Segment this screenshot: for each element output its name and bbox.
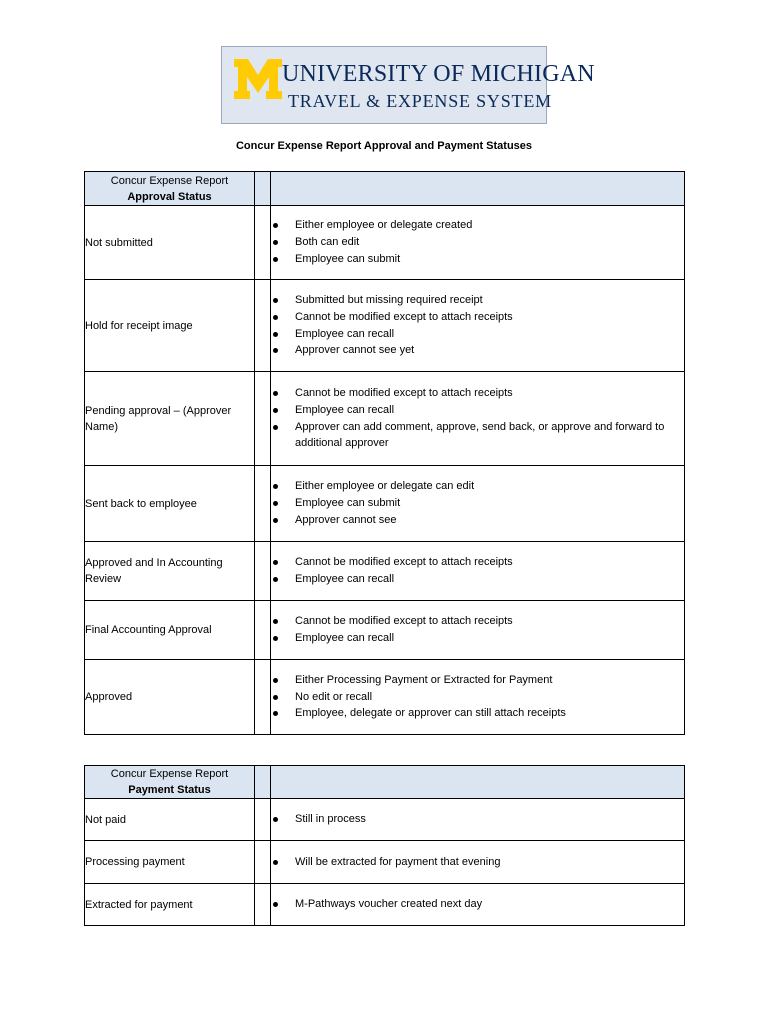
status-details [271, 542, 685, 601]
spacer-cell [255, 280, 271, 372]
list-item: Employee can recall [271, 630, 684, 647]
status-details [271, 841, 685, 884]
table-row [85, 206, 685, 280]
status-label: Processing payment [85, 841, 255, 884]
list-item: Cannot be modified except to attach receipts [271, 309, 684, 326]
approval-status-table [84, 171, 685, 735]
list-item: Employee can recall [271, 326, 684, 343]
list-item: Employee can submit [271, 495, 684, 512]
list-item: Both can edit [271, 234, 684, 251]
spacer-cell [255, 372, 271, 466]
university-logo [221, 46, 595, 124]
approval-status-header [85, 172, 255, 206]
status-label: Not submitted [85, 206, 255, 280]
status-label: Approved [85, 660, 255, 735]
logo-system-name: TRAVEL & EXPENSE SYSTEM [288, 91, 552, 111]
status-details [271, 466, 685, 542]
spacer-cell [255, 206, 271, 280]
list-item: Employee can recall [271, 402, 684, 419]
list-item: Still in process [271, 811, 684, 828]
table-row [85, 841, 685, 884]
status-label: Sent back to employee [85, 466, 255, 542]
status-details [271, 799, 685, 841]
status-label: Extracted for payment [85, 884, 255, 926]
list-item: Either employee or delegate created [271, 217, 684, 234]
list-item: Either Processing Payment or Extracted for Payment [271, 672, 684, 689]
spacer-cell [255, 542, 271, 601]
header-description-cell [271, 172, 685, 206]
header-spacer-cell [255, 766, 271, 799]
payment-status-header [85, 766, 255, 799]
status-details [271, 884, 685, 926]
status-label: Final Accounting Approval [85, 601, 255, 660]
list-item: No edit or recall [271, 689, 684, 706]
list-item: Approver can add comment, approve, send back, or approve and forward to additional approver [271, 419, 684, 452]
spacer-cell [255, 601, 271, 660]
table-row [85, 372, 685, 466]
header-line1: Concur Expense Report [110, 174, 229, 187]
list-item: Cannot be modified except to attach receipts [271, 554, 684, 571]
table-row [85, 280, 685, 372]
list-item: M-Pathways voucher created next day [271, 896, 684, 913]
status-details [271, 372, 685, 466]
header-line2: Approval Status [127, 190, 212, 203]
table-row [85, 466, 685, 542]
header-line1: Concur Expense Report [110, 768, 229, 780]
status-details [271, 660, 685, 735]
spacer-cell [255, 799, 271, 841]
status-label: Hold for receipt image [85, 280, 255, 372]
status-label: Approved and In Accounting Review [85, 542, 255, 601]
table-header-row [85, 766, 685, 799]
status-details [271, 206, 685, 280]
list-item: Will be extracted for payment that evening [271, 854, 684, 871]
list-item: Submitted but missing required receipt [271, 292, 684, 309]
table-row [85, 542, 685, 601]
spacer-cell [255, 660, 271, 735]
table-header-row [85, 172, 685, 206]
status-label: Pending approval – (Approver Name) [85, 372, 255, 466]
table-row [85, 660, 685, 735]
logo-university-name: UNIVERSITY OF MICHIGAN [282, 61, 595, 87]
list-item: Employee can submit [271, 251, 684, 268]
block-m-logo-icon [234, 59, 282, 99]
spacer-cell [255, 466, 271, 542]
status-details [271, 280, 685, 372]
spacer-cell [255, 884, 271, 926]
table-row [85, 799, 685, 841]
list-item: Employee can recall [271, 571, 684, 588]
list-item: Approver cannot see yet [271, 342, 684, 359]
header-description-cell [271, 766, 685, 799]
payment-status-table [84, 765, 685, 926]
table-row [85, 884, 685, 926]
list-item: Approver cannot see [271, 512, 684, 529]
spacer-cell [255, 841, 271, 884]
table-row [85, 601, 685, 660]
status-details [271, 601, 685, 660]
list-item: Either employee or delegate can edit [271, 478, 684, 495]
list-item: Employee, delegate or approver can still attach receipts [271, 705, 684, 722]
document-title: Concur Expense Report Approval and Payment Statuses [235, 140, 533, 152]
status-label: Not paid [85, 799, 255, 841]
list-item: Cannot be modified except to attach receipts [271, 613, 684, 630]
header-line2: Payment Status [128, 784, 211, 796]
list-item: Cannot be modified except to attach receipts [271, 385, 684, 402]
header-spacer-cell [255, 172, 271, 206]
